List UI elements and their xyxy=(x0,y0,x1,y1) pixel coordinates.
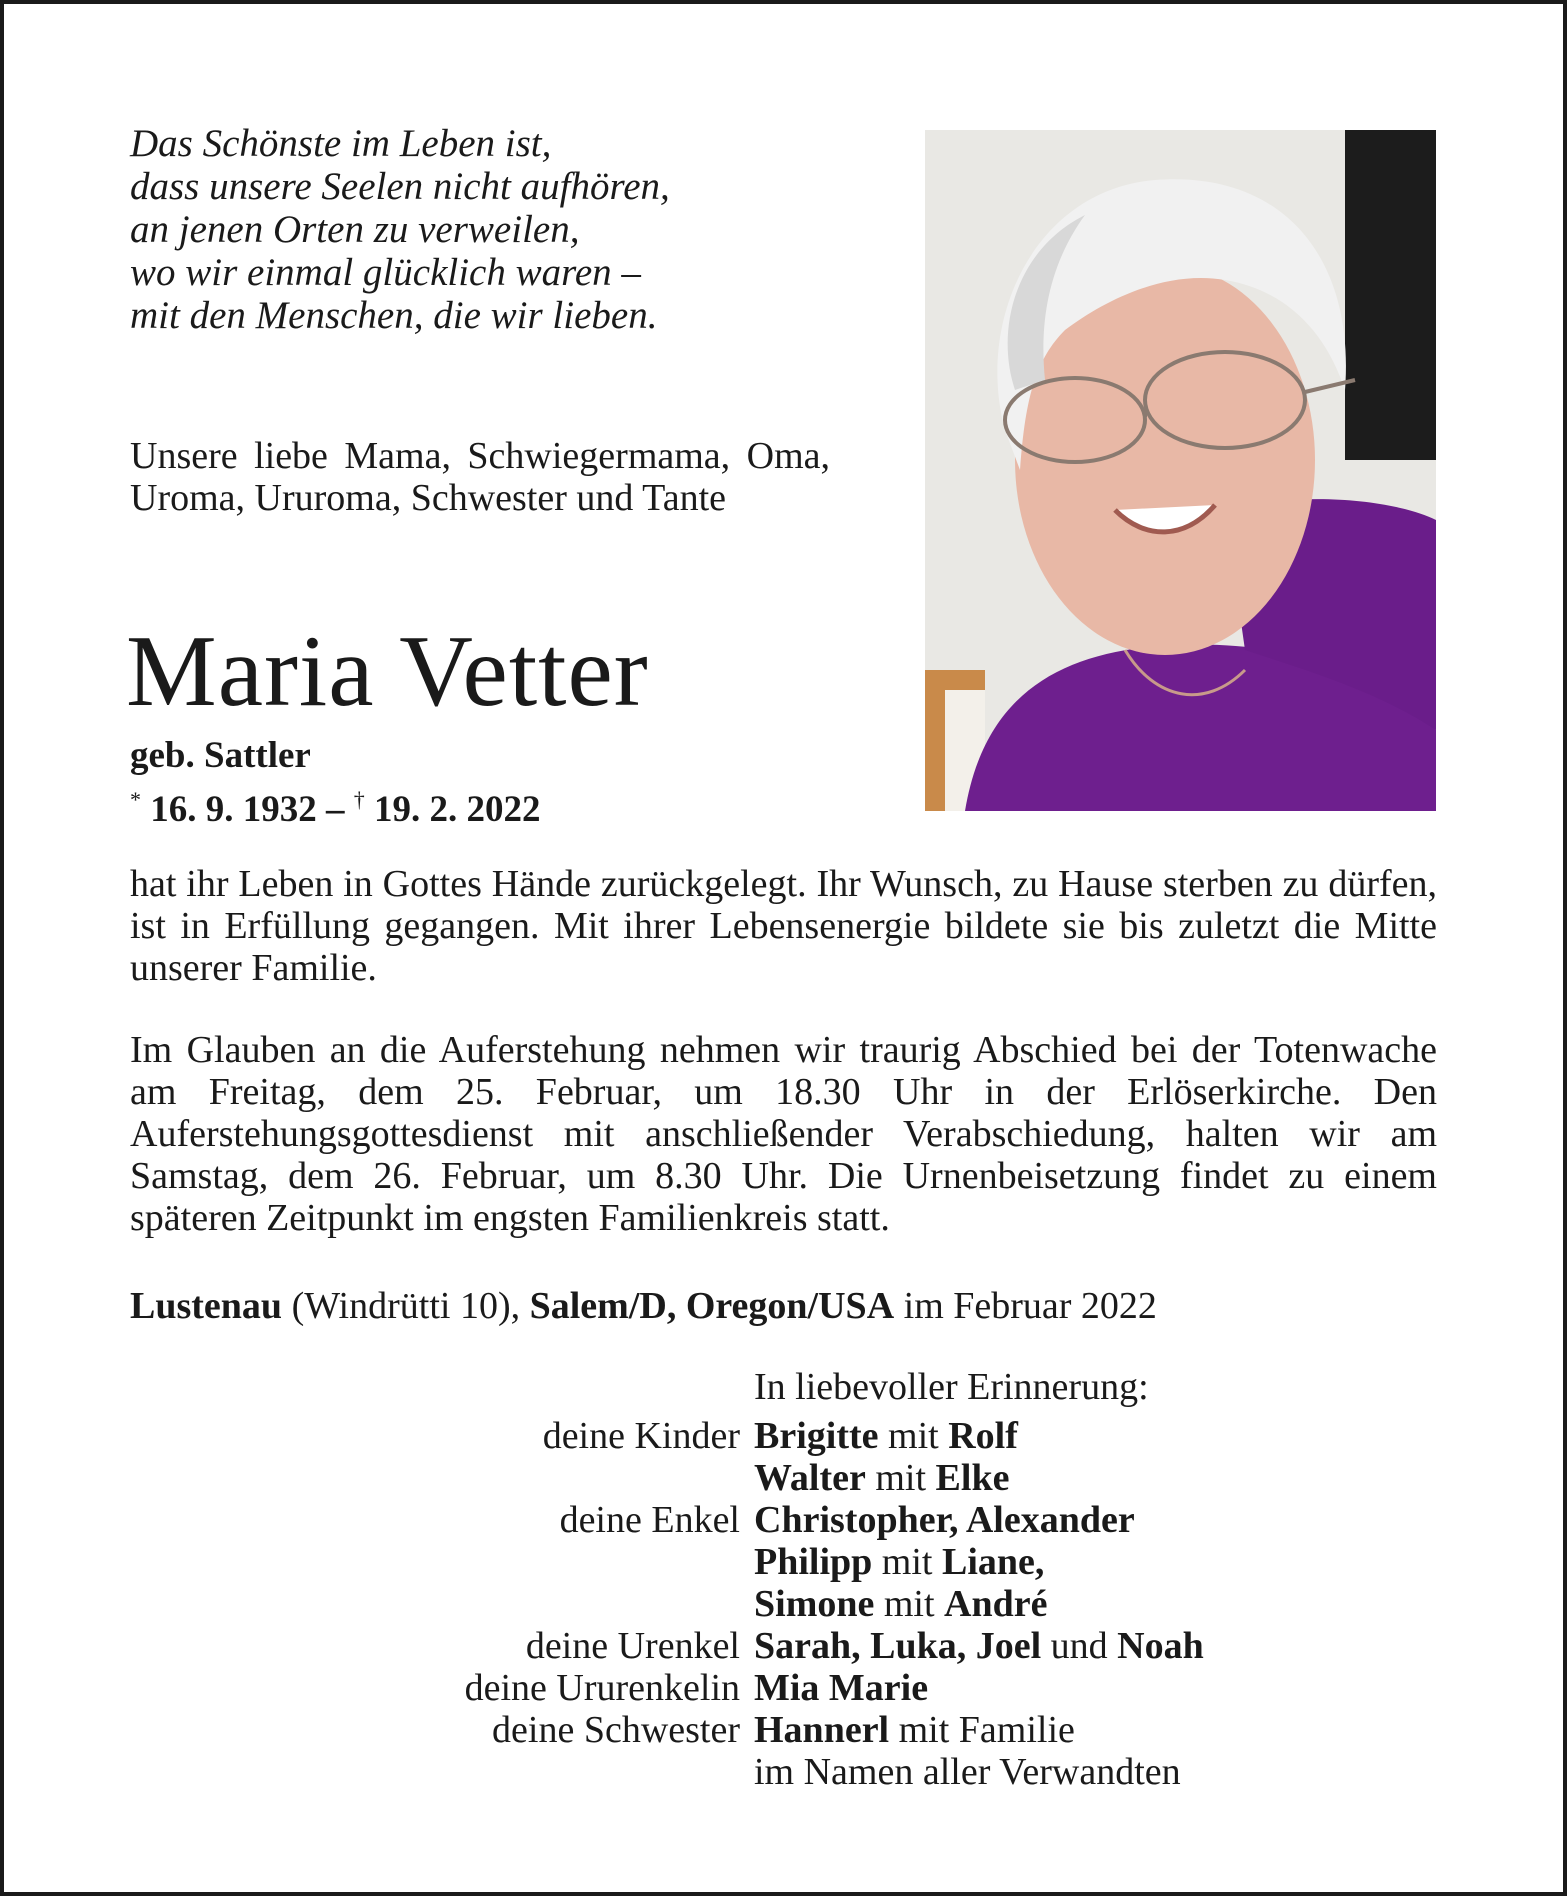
family-row xyxy=(300,1415,1204,1457)
memory-heading: In liebevoller Erinnerung: xyxy=(754,1366,1149,1408)
family-name: Mia Marie xyxy=(754,1667,929,1709)
birth-name: geb. Sattler xyxy=(130,735,311,776)
family-names xyxy=(754,1541,1044,1583)
family-name: Walter xyxy=(754,1457,866,1499)
family-names xyxy=(754,1415,1018,1457)
place-address: (Windrütti 10), xyxy=(282,1285,530,1327)
poem-line: dass unsere Seelen nicht aufhören, xyxy=(130,165,670,208)
family-name: Sarah, Luka, Joel xyxy=(754,1625,1042,1667)
family-name: Brigitte xyxy=(754,1415,879,1457)
family-names xyxy=(754,1751,1181,1793)
date-dash: – xyxy=(316,789,354,830)
place-date: im Februar 2022 xyxy=(894,1285,1157,1327)
paragraph-passing: hat ihr Leben in Gottes Hände zurückgelegt. Ihr Wunsch, zu Hause sterben zu dürfen, ist in Erfüllung gegangen. Mit ihrer Lebensenergie bildete sie bis zuletzt die Mitte unserer Familie. xyxy=(130,863,1437,989)
deceased-name: Maria Vetter xyxy=(126,615,649,728)
family-row xyxy=(300,1667,1204,1709)
poem-line: an jenen Orten zu verweilen, xyxy=(130,208,580,251)
birth-date: 16. 9. 1932 xyxy=(150,789,317,830)
family-relation: deine Kinder xyxy=(542,1415,740,1457)
family-name: Simone xyxy=(754,1583,875,1625)
poem-line: Das Schönste im Leben ist, xyxy=(130,122,552,165)
portrait-photo xyxy=(925,130,1436,811)
family-row xyxy=(300,1583,1204,1625)
portrait-illustration xyxy=(925,130,1436,811)
family-name: Elke xyxy=(935,1457,1010,1499)
family-name: Liane, xyxy=(941,1541,1045,1583)
death-date: 19. 2. 2022 xyxy=(374,789,541,830)
family-name: Rolf xyxy=(948,1415,1018,1457)
family-name: Noah xyxy=(1117,1625,1204,1667)
family-connector: mit xyxy=(874,1583,945,1625)
family-relation xyxy=(300,1583,754,1625)
family-list xyxy=(300,1415,1204,1793)
intro-text: Unsere liebe Mama, Schwiegermama, Oma, Uroma, Ururoma, Schwester und Tante xyxy=(130,435,830,519)
family-name: Christopher, Alexander xyxy=(754,1499,1135,1541)
poem xyxy=(130,122,890,337)
place-town: Lustenau xyxy=(130,1285,283,1327)
family-names xyxy=(754,1667,928,1709)
family-connector: mit xyxy=(878,1415,949,1457)
family-connector: und xyxy=(1041,1625,1118,1667)
family-row xyxy=(300,1709,1204,1751)
family-relation: deine Enkel xyxy=(559,1499,740,1541)
life-dates xyxy=(130,778,541,832)
family-relation: deine Schwester xyxy=(492,1709,740,1751)
family-row xyxy=(300,1541,1204,1583)
family-relation xyxy=(300,1751,754,1793)
family-connector: im Namen aller Verwandten xyxy=(754,1751,1181,1793)
family-relation xyxy=(300,1457,754,1499)
family-name: Hannerl xyxy=(754,1709,890,1751)
family-row xyxy=(300,1499,1204,1541)
family-connector: mit xyxy=(872,1541,942,1583)
family-row xyxy=(300,1751,1204,1793)
family-names xyxy=(754,1583,1048,1625)
paragraph-ceremony: Im Glauben an die Auferstehung nehmen wir traurig Abschied bei der Totenwache am Freitag, dem 25. Februar, um 18.30 Uhr in der Erlöserkirche. Den Auferstehungsgottesdienst mit anschließender Verabschiedung, halten wir am Samstag, dem 26. Februar, um 8.30 Uhr. Die Urnenbeisetzung findet zu einem späteren Zeitpunkt im engsten Familienkreis statt. xyxy=(130,1029,1437,1239)
family-names xyxy=(754,1709,1075,1751)
place-others: Salem/D, Oregon/USA xyxy=(529,1285,895,1327)
death-symbol: † xyxy=(353,787,365,812)
family-relation xyxy=(300,1541,754,1583)
poem-line: mit den Menschen, die wir lieben. xyxy=(130,294,658,337)
family-connector: mit Familie xyxy=(889,1709,1075,1751)
family-relation: deine Urenkel xyxy=(525,1625,740,1667)
family-row xyxy=(300,1625,1204,1667)
family-names xyxy=(754,1499,1135,1541)
place-date-line xyxy=(130,1284,1157,1328)
poem-line: wo wir einmal glücklich waren – xyxy=(130,251,641,294)
family-name: Philipp xyxy=(754,1541,873,1583)
family-name: André xyxy=(944,1583,1048,1625)
family-names xyxy=(754,1457,1009,1499)
family-names xyxy=(754,1625,1204,1667)
family-relation: deine Ururenkelin xyxy=(464,1667,740,1709)
birth-symbol: * xyxy=(130,787,141,812)
family-connector: mit xyxy=(865,1457,936,1499)
family-row xyxy=(300,1457,1204,1499)
